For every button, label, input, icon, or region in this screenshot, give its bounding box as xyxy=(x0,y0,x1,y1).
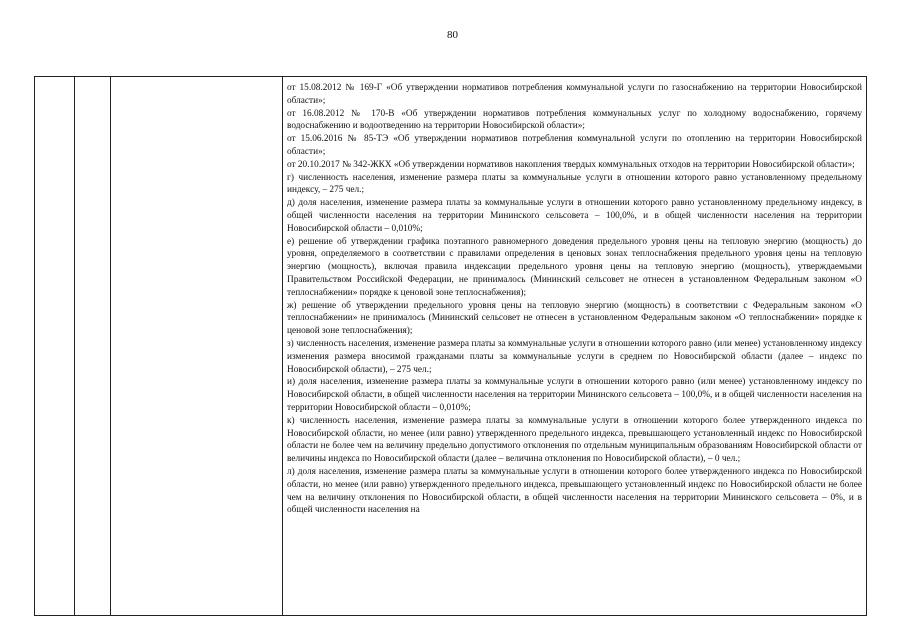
document-table xyxy=(34,76,867,616)
table-row xyxy=(35,77,867,616)
paragraph: от 20.10.2017 № 342-ЖКХ «Об утверждении нормативов накопления твердых коммунальных отходов на территории Новосибирской области»; xyxy=(287,159,855,170)
paragraph: г) численность населения, изменение размера платы за коммунальные услуги в отношении которого равно установленному предельному индексу, – 275 чел.; xyxy=(287,172,862,196)
description-cell xyxy=(111,77,283,616)
paragraph: е) решение об утверждении графика поэтапного равномерного доведения предельного уровня цены на тепловую энергию (мощность) до уровня, определяемого в соответствии с правилами определения в ценовых зонах теплоснабжения предельного уровня цены на тепловую энергию (мощность), включая правила индексации предельного уровня цены на тепловую энергию (мощность), утверждаемыми Правительством Российской Федерации, не принималось (Мининский сельсовет не отнесен в установленном Федеральным законом «О теплоснабжении» порядке к ценовой зоне теплоснабжения); xyxy=(287,236,862,298)
paragraph: от 15.06.2016 № 85-ТЭ «Об утверждении нормативов потребления коммунальной услуги по отоплению на территории Новосибирской области»; xyxy=(287,134,862,157)
page-number: 80 xyxy=(447,29,458,41)
paragraph: ж) решение об утверждении предельного уровня цены на тепловую энергию (мощность) в соответствии с Федеральным законом «О теплоснабжении» не принималось (Мининский сельсовет не отнесен в установленном Федеральным законом «О теплоснабжении» порядке к ценовой зоне теплоснабжения); xyxy=(287,300,862,337)
number-cell xyxy=(35,77,75,616)
paragraph: з) численность населения, изменение размера платы за коммунальные услуги в отношении которого равно (или менее) установленному индексу изменения размера вносимой гражданами платы за коммунальные услуги в среднем по Новосибирской области (далее – индекс по Новосибирской области), – 275 чел.; xyxy=(287,338,862,375)
paragraph: от 15.08.2012 № 169-Г «Об утверждении нормативов потребления коммунальной услуги по газоснабжению на территории Новосибирской области»; xyxy=(287,83,862,106)
paragraph: л) доля населения, изменение размера платы за коммунальные услуги в отношении которого более утвержденного индекса по Новосибирской области, но менее (или равно) утвержденного предельного индекса, превышающего установленный индекс по Новосибирской области не более чем на величину отклонения по Новосибирской области, в общей численности населения на территории Мининского сельсовета – 0%, и в общей численности населения на xyxy=(287,466,862,516)
paragraph: к) численность населения, изменение размера платы за коммунальные услуги в отношении которого более утвержденного индекса по Новосибирской области, но менее (или равно) утвержденного предельного индекса, превышающего установленный индекс по Новосибирской области не более чем на величину предельно допустимого отклонения по отдельным муниципальным образованиям Новосибирской области от величины индекса по Новосибирской области (далее – величина отклонения по Новосибирской области), – 0 чел.; xyxy=(287,415,862,465)
paragraph: и) доля населения, изменение размера платы за коммунальные услуги в отношении которого равно (или менее) установленному индексу по Новосибирской области, в общей численности населения на территории Мининского сельсовета – 100,0%, и в общей численности населения на территории Новосибирской области – 0,010%; xyxy=(287,377,862,413)
index-cell xyxy=(75,77,111,616)
paragraph: от 16.08.2012 № 170-В «Об утверждении нормативов потребления коммунальных услуг по холодному водоснабжению, горячему водоснабжению и водоотведению на территории Новосибирской области»; xyxy=(287,108,862,132)
paragraph: д) доля населения, изменение размера платы за коммунальные услуги в отношении которого равно установленному предельному индексу, в общей численности населения на территории Мининского сельсовета – 100,0%, и в общей численности населения на территории Новосибирской области – 0,010%; xyxy=(287,198,862,234)
content-cell xyxy=(283,77,867,616)
